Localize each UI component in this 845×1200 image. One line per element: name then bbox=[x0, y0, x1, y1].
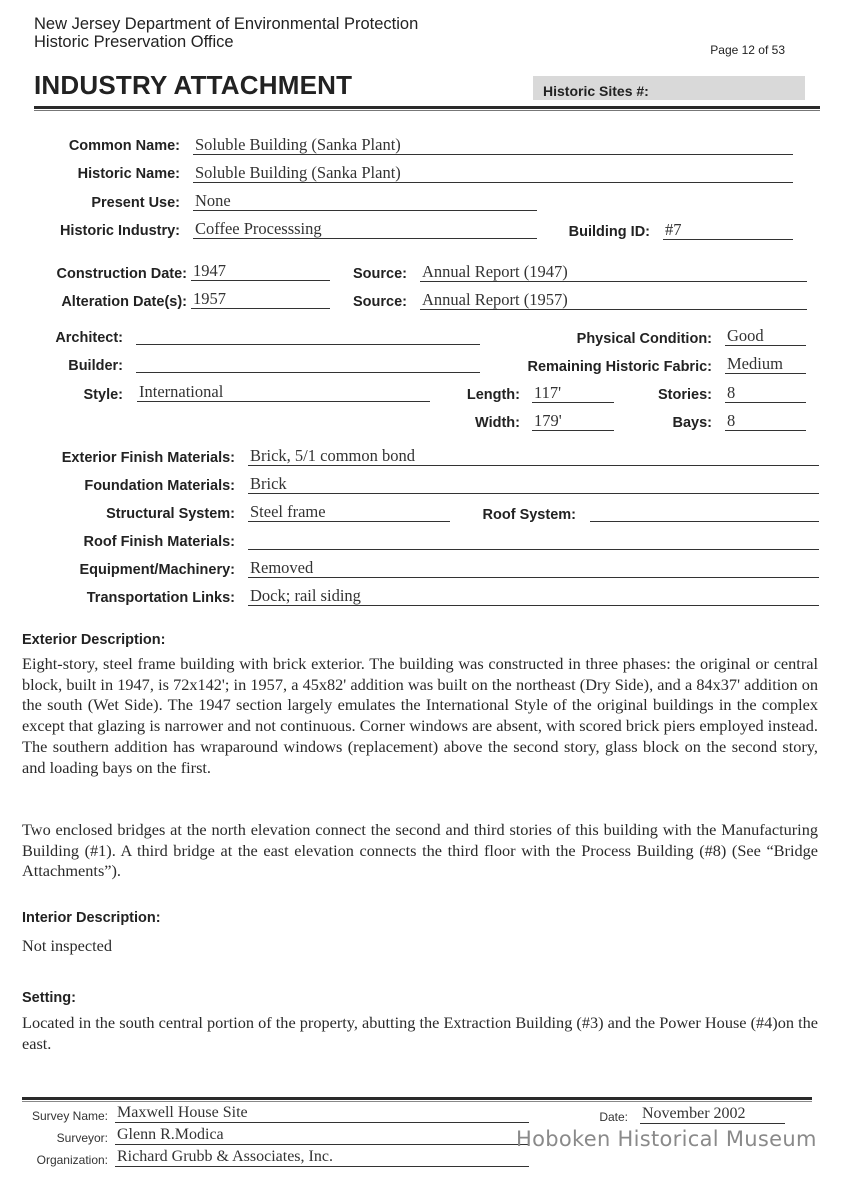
roof-system-field[interactable] bbox=[590, 502, 819, 522]
date-label: Date: bbox=[599, 1110, 628, 1124]
setting-heading: Setting: bbox=[22, 990, 76, 1006]
roof-finish-field[interactable] bbox=[248, 530, 819, 550]
bays-field[interactable]: 8 bbox=[725, 411, 806, 431]
setting-text: Located in the south central portion of the property, abutting the Extraction Building (#3) and the Power House (#4)on the east. bbox=[22, 1013, 818, 1053]
agency-line-1: New Jersey Department of Environmental Protection bbox=[34, 15, 419, 33]
remaining-fabric-field[interactable]: Medium bbox=[725, 354, 806, 374]
length-label: Length: bbox=[466, 387, 520, 403]
header-divider-thin bbox=[34, 110, 820, 111]
alteration-dates-field[interactable]: 1957 bbox=[191, 289, 330, 309]
stories-field[interactable]: 8 bbox=[725, 383, 806, 403]
exterior-description-para-1: Eight-story, steel frame building with brick exterior. The building was constructed in three phases: the original or central block, built in 1947, is 72x142'; in 1957, a 45x82' addition was built on the northeast (Dry Side), and a 84x37' addition on the south (Wet Side). The 1947 section largely emulates the International Style of the original buildings in the complex except that glazing is narrower and not continuous. Corner windows are absent, with scored brick piers employed instead. The southern addition has wraparound windows (replacement) above the second story, glass block on the second story, and loading bays on the first. bbox=[22, 654, 818, 777]
survey-name-label: Survey Name: bbox=[31, 1109, 108, 1123]
interior-description-heading: Interior Description: bbox=[22, 910, 161, 926]
alteration-dates-label: Alteration Date(s): bbox=[61, 294, 187, 310]
document-title: INDUSTRY ATTACHMENT bbox=[34, 70, 353, 100]
width-field[interactable]: 179' bbox=[532, 411, 614, 431]
equipment-label: Equipment/Machinery: bbox=[79, 562, 235, 578]
style-field[interactable]: International bbox=[137, 382, 430, 402]
construction-source-field[interactable]: Annual Report (1947) bbox=[420, 262, 807, 282]
roof-system-label: Roof System: bbox=[482, 507, 576, 523]
physical-condition-label: Physical Condition: bbox=[576, 331, 712, 347]
structural-system-label: Structural System: bbox=[106, 506, 235, 522]
historic-sites-box bbox=[533, 76, 805, 100]
transportation-label: Transportation Links: bbox=[86, 590, 235, 606]
stories-label: Stories: bbox=[658, 387, 712, 403]
footer-divider bbox=[22, 1097, 812, 1100]
present-use-label: Present Use: bbox=[91, 195, 180, 211]
footer-divider-thin bbox=[22, 1101, 812, 1102]
length-field[interactable]: 117' bbox=[532, 383, 614, 403]
interior-description-text: Not inspected bbox=[22, 936, 112, 955]
alteration-source-label: Source: bbox=[353, 294, 407, 310]
construction-date-label: Construction Date: bbox=[56, 266, 187, 282]
architect-label: Architect: bbox=[55, 330, 123, 346]
bays-label: Bays: bbox=[672, 415, 712, 431]
agency-name bbox=[34, 15, 418, 51]
construction-date-field[interactable]: 1947 bbox=[191, 261, 330, 281]
common-name-label: Common Name: bbox=[68, 138, 180, 154]
museum-watermark: Hoboken Historical Museum bbox=[516, 1127, 817, 1151]
foundation-label: Foundation Materials: bbox=[84, 478, 235, 494]
page-number: Page 12 of 53 bbox=[710, 43, 785, 57]
foundation-field[interactable]: Brick bbox=[248, 474, 819, 494]
physical-condition-field[interactable]: Good bbox=[725, 326, 806, 346]
width-label: Width: bbox=[475, 415, 520, 431]
builder-label: Builder: bbox=[68, 358, 123, 374]
building-id-field[interactable]: #7 bbox=[663, 220, 793, 240]
structural-system-field[interactable]: Steel frame bbox=[248, 502, 450, 522]
building-id-label: Building ID: bbox=[568, 224, 650, 240]
header-divider bbox=[34, 106, 820, 109]
style-label: Style: bbox=[83, 387, 123, 403]
agency-line-2: Historic Preservation Office bbox=[34, 33, 234, 51]
common-name-field[interactable]: Soluble Building (Sanka Plant) bbox=[193, 135, 793, 155]
exterior-finish-label: Exterior Finish Materials: bbox=[61, 450, 235, 466]
transportation-field[interactable]: Dock; rail siding bbox=[248, 586, 819, 606]
survey-name-field[interactable]: Maxwell House Site bbox=[115, 1104, 529, 1123]
historic-industry-label: Historic Industry: bbox=[59, 223, 180, 239]
historic-name-label: Historic Name: bbox=[77, 166, 180, 182]
historic-name-field[interactable]: Soluble Building (Sanka Plant) bbox=[193, 163, 793, 183]
construction-source-label: Source: bbox=[353, 266, 407, 282]
organization-field[interactable]: Richard Grubb & Associates, Inc. bbox=[115, 1148, 529, 1167]
date-field[interactable]: November 2002 bbox=[640, 1105, 785, 1124]
alteration-source-field[interactable]: Annual Report (1957) bbox=[420, 290, 807, 310]
present-use-field[interactable]: None bbox=[193, 191, 537, 211]
equipment-field[interactable]: Removed bbox=[248, 558, 819, 578]
exterior-description-para-2: Two enclosed bridges at the north elevation connect the second and third stories of this building with the Manufacturing Building (#1). A third bridge at the east elevation connects the third floor with the Process Building (#8) (See “Bridge Attachments”). bbox=[22, 820, 818, 881]
exterior-finish-field[interactable]: Brick, 5/1 common bond bbox=[248, 446, 819, 466]
historic-sites-label: Historic Sites #: bbox=[543, 83, 649, 99]
remaining-fabric-label: Remaining Historic Fabric: bbox=[527, 359, 712, 375]
architect-field[interactable] bbox=[136, 325, 480, 345]
builder-field[interactable] bbox=[136, 353, 480, 373]
exterior-description-heading: Exterior Description: bbox=[22, 632, 166, 648]
roof-finish-label: Roof Finish Materials: bbox=[83, 534, 235, 550]
surveyor-field[interactable]: Glenn R.Modica bbox=[115, 1126, 529, 1145]
surveyor-label: Surveyor: bbox=[56, 1131, 108, 1145]
organization-label: Organization: bbox=[36, 1153, 108, 1167]
historic-industry-field[interactable]: Coffee Processsing bbox=[193, 219, 537, 239]
